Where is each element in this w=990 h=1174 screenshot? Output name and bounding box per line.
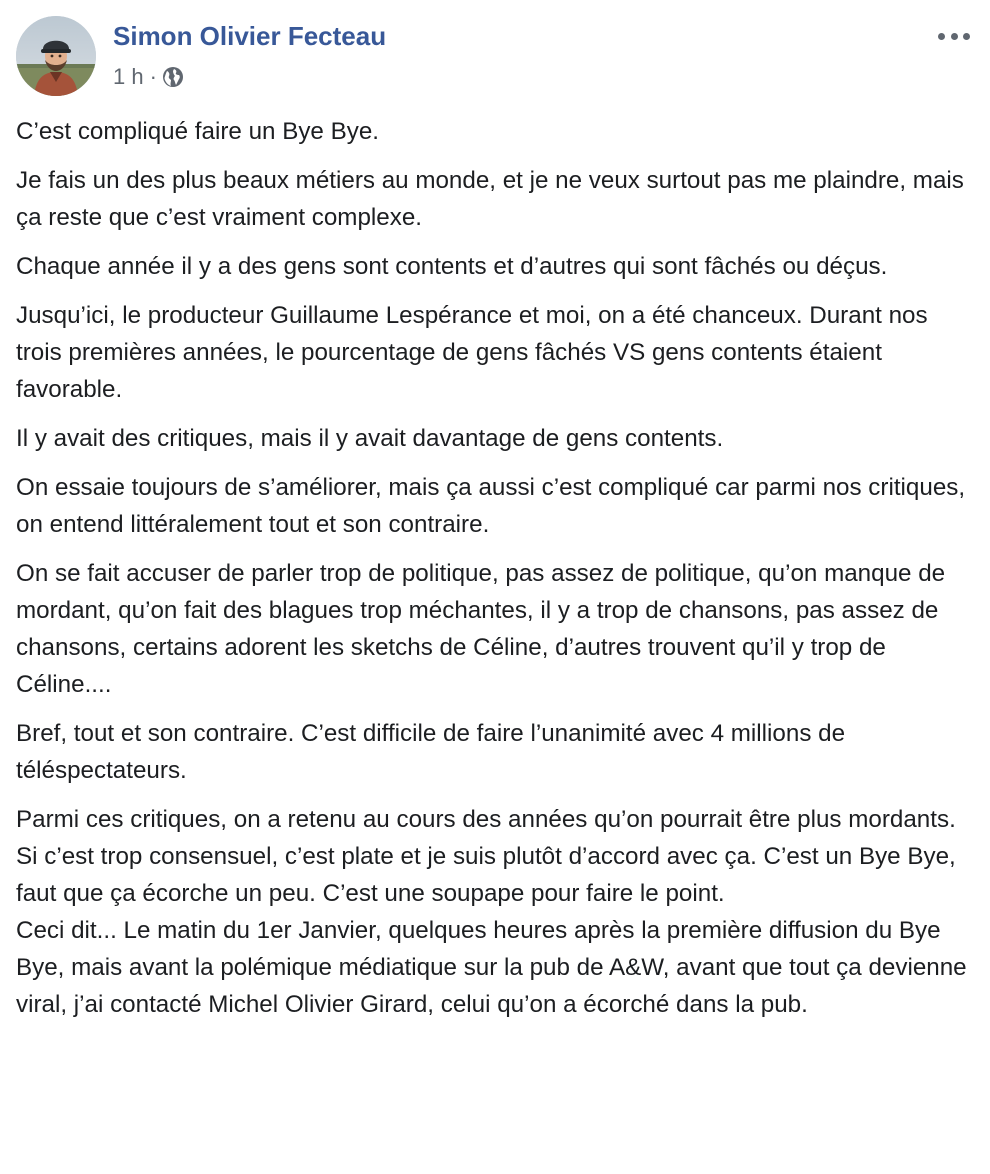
dot-icon <box>938 33 945 40</box>
post-timestamp[interactable]: 1 h <box>113 64 144 89</box>
author-avatar[interactable] <box>16 16 96 96</box>
globe-icon[interactable] <box>162 66 184 88</box>
post-header <box>16 16 974 96</box>
post-paragraph: Jusqu’ici, le producteur Guillaume Lespérance et moi, on a été chanceux. Durant nos trois premières années, le pourcentage de gens fâchés VS gens contents étaient favorable. <box>16 302 928 403</box>
dot-icon <box>963 33 970 40</box>
post-paragraph: Parmi ces critiques, on a retenu au cours des années qu’on pourrait être plus mordants. Si c’est trop consensuel, c’est plate et je suis plutôt d’accord avec ça. C’est un Bye Bye, faut que ça écorche un peu. C’est une soupape pour faire le point. <box>16 806 956 907</box>
post-paragraph: Ceci dit... Le matin du 1er Janvier, quelques heures après la première diffusion du Bye Bye, mais avant la polémique médiatique sur la pub de A&W, avant que tout ça devienne viral, j’ai contacté Michel Olivier Girard, celui qu’on a écorché dans la pub. <box>16 917 967 1018</box>
post-paragraph: Bref, tout et son contraire. C’est difficile de faire l’unanimité avec 4 millions de téléspectateurs. <box>16 720 846 784</box>
avatar-photo <box>16 16 96 96</box>
post-meta <box>113 62 184 92</box>
dot-icon <box>951 33 958 40</box>
more-options-ellipsis-icon[interactable] <box>934 24 974 48</box>
meta-separator: · <box>149 64 157 89</box>
post-body <box>16 113 976 1023</box>
author-name-link[interactable]: Simon Olivier Fecteau <box>113 21 387 51</box>
post-paragraph: Il y avait des critiques, mais il y avait davantage de gens contents. <box>16 425 724 452</box>
post-paragraph: Chaque année il y a des gens sont contents et d’autres qui sont fâchés ou déçus. <box>16 253 888 280</box>
post-paragraph: C’est compliqué faire un Bye Bye. <box>16 118 379 145</box>
post-paragraph: Je fais un des plus beaux métiers au monde, et je ne veux surtout pas me plaindre, mais ça reste que c’est vraiment complexe. <box>16 167 964 231</box>
post-paragraph: On essaie toujours de s’améliorer, mais ça aussi c’est compliqué car parmi nos critiques, on entend littéralement tout et son contraire. <box>16 474 966 538</box>
post-paragraph: On se fait accuser de parler trop de politique, pas assez de politique, qu’on manque de mordant, qu’on fait des blagues trop méchantes, il y a trop de chansons, pas assez de chansons, certains adorent les sketchs de Céline, d’autres trouvent qu’il y trop de Céline.... <box>16 560 946 698</box>
